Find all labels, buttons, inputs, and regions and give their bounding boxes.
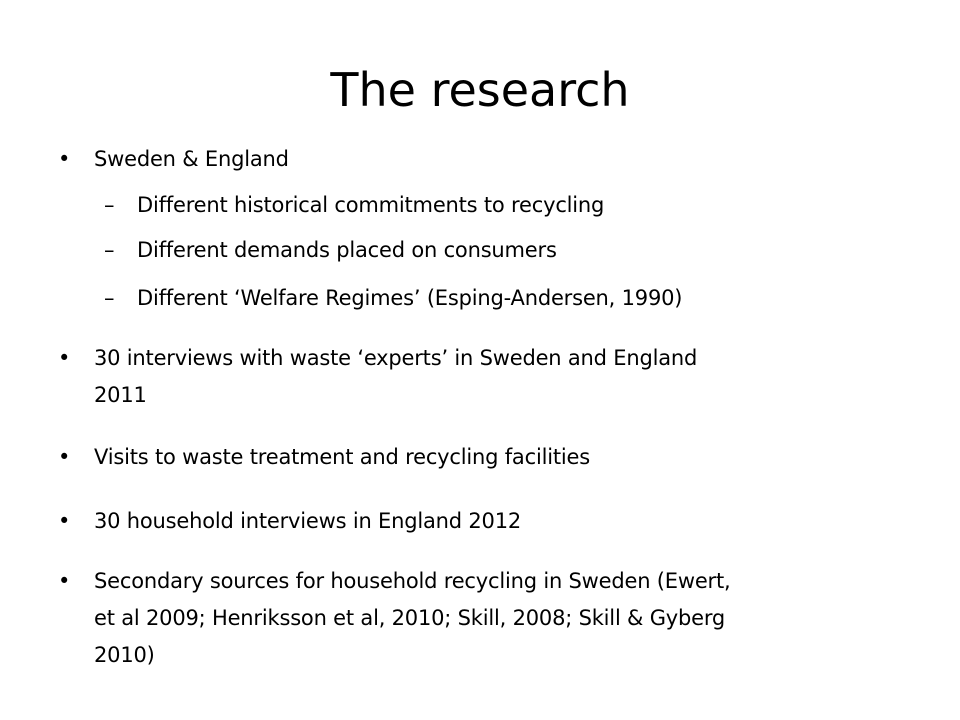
bullet-marker: • — [58, 346, 71, 370]
sub-bullet-text: Different ‘Welfare Regimes’ (Esping-Andersen, 1990) — [137, 286, 683, 310]
bullet-marker: • — [58, 147, 71, 171]
bullet-text: 30 interviews with waste ‘experts’ in Sweden and England — [94, 346, 698, 370]
sub-bullet-marker: – — [104, 193, 115, 217]
bullet-text-continuation: 2011 — [94, 383, 147, 407]
bullet-text: Visits to waste treatment and recycling facilities — [94, 445, 590, 469]
bullet-text: Sweden & England — [94, 147, 289, 171]
bullet-marker: • — [58, 445, 71, 469]
bullet-text: 30 household interviews in England 2012 — [94, 509, 522, 533]
bullet-text-continuation: 2010) — [94, 643, 155, 667]
bullet-text-continuation: et al 2009; Henriksson et al, 2010; Skill, 2008; Skill & Gyberg — [94, 606, 726, 630]
bullet-text: Secondary sources for household recycling in Sweden (Ewert, — [94, 569, 731, 593]
bullet-marker: • — [58, 509, 71, 533]
bullet-marker: • — [58, 569, 71, 593]
sub-bullet-text: Different demands placed on consumers — [137, 238, 557, 262]
sub-bullet-text: Different historical commitments to recycling — [137, 193, 605, 217]
sub-bullet-marker: – — [104, 238, 115, 262]
slide-title: The research — [330, 63, 630, 117]
sub-bullet-marker: – — [104, 286, 115, 310]
